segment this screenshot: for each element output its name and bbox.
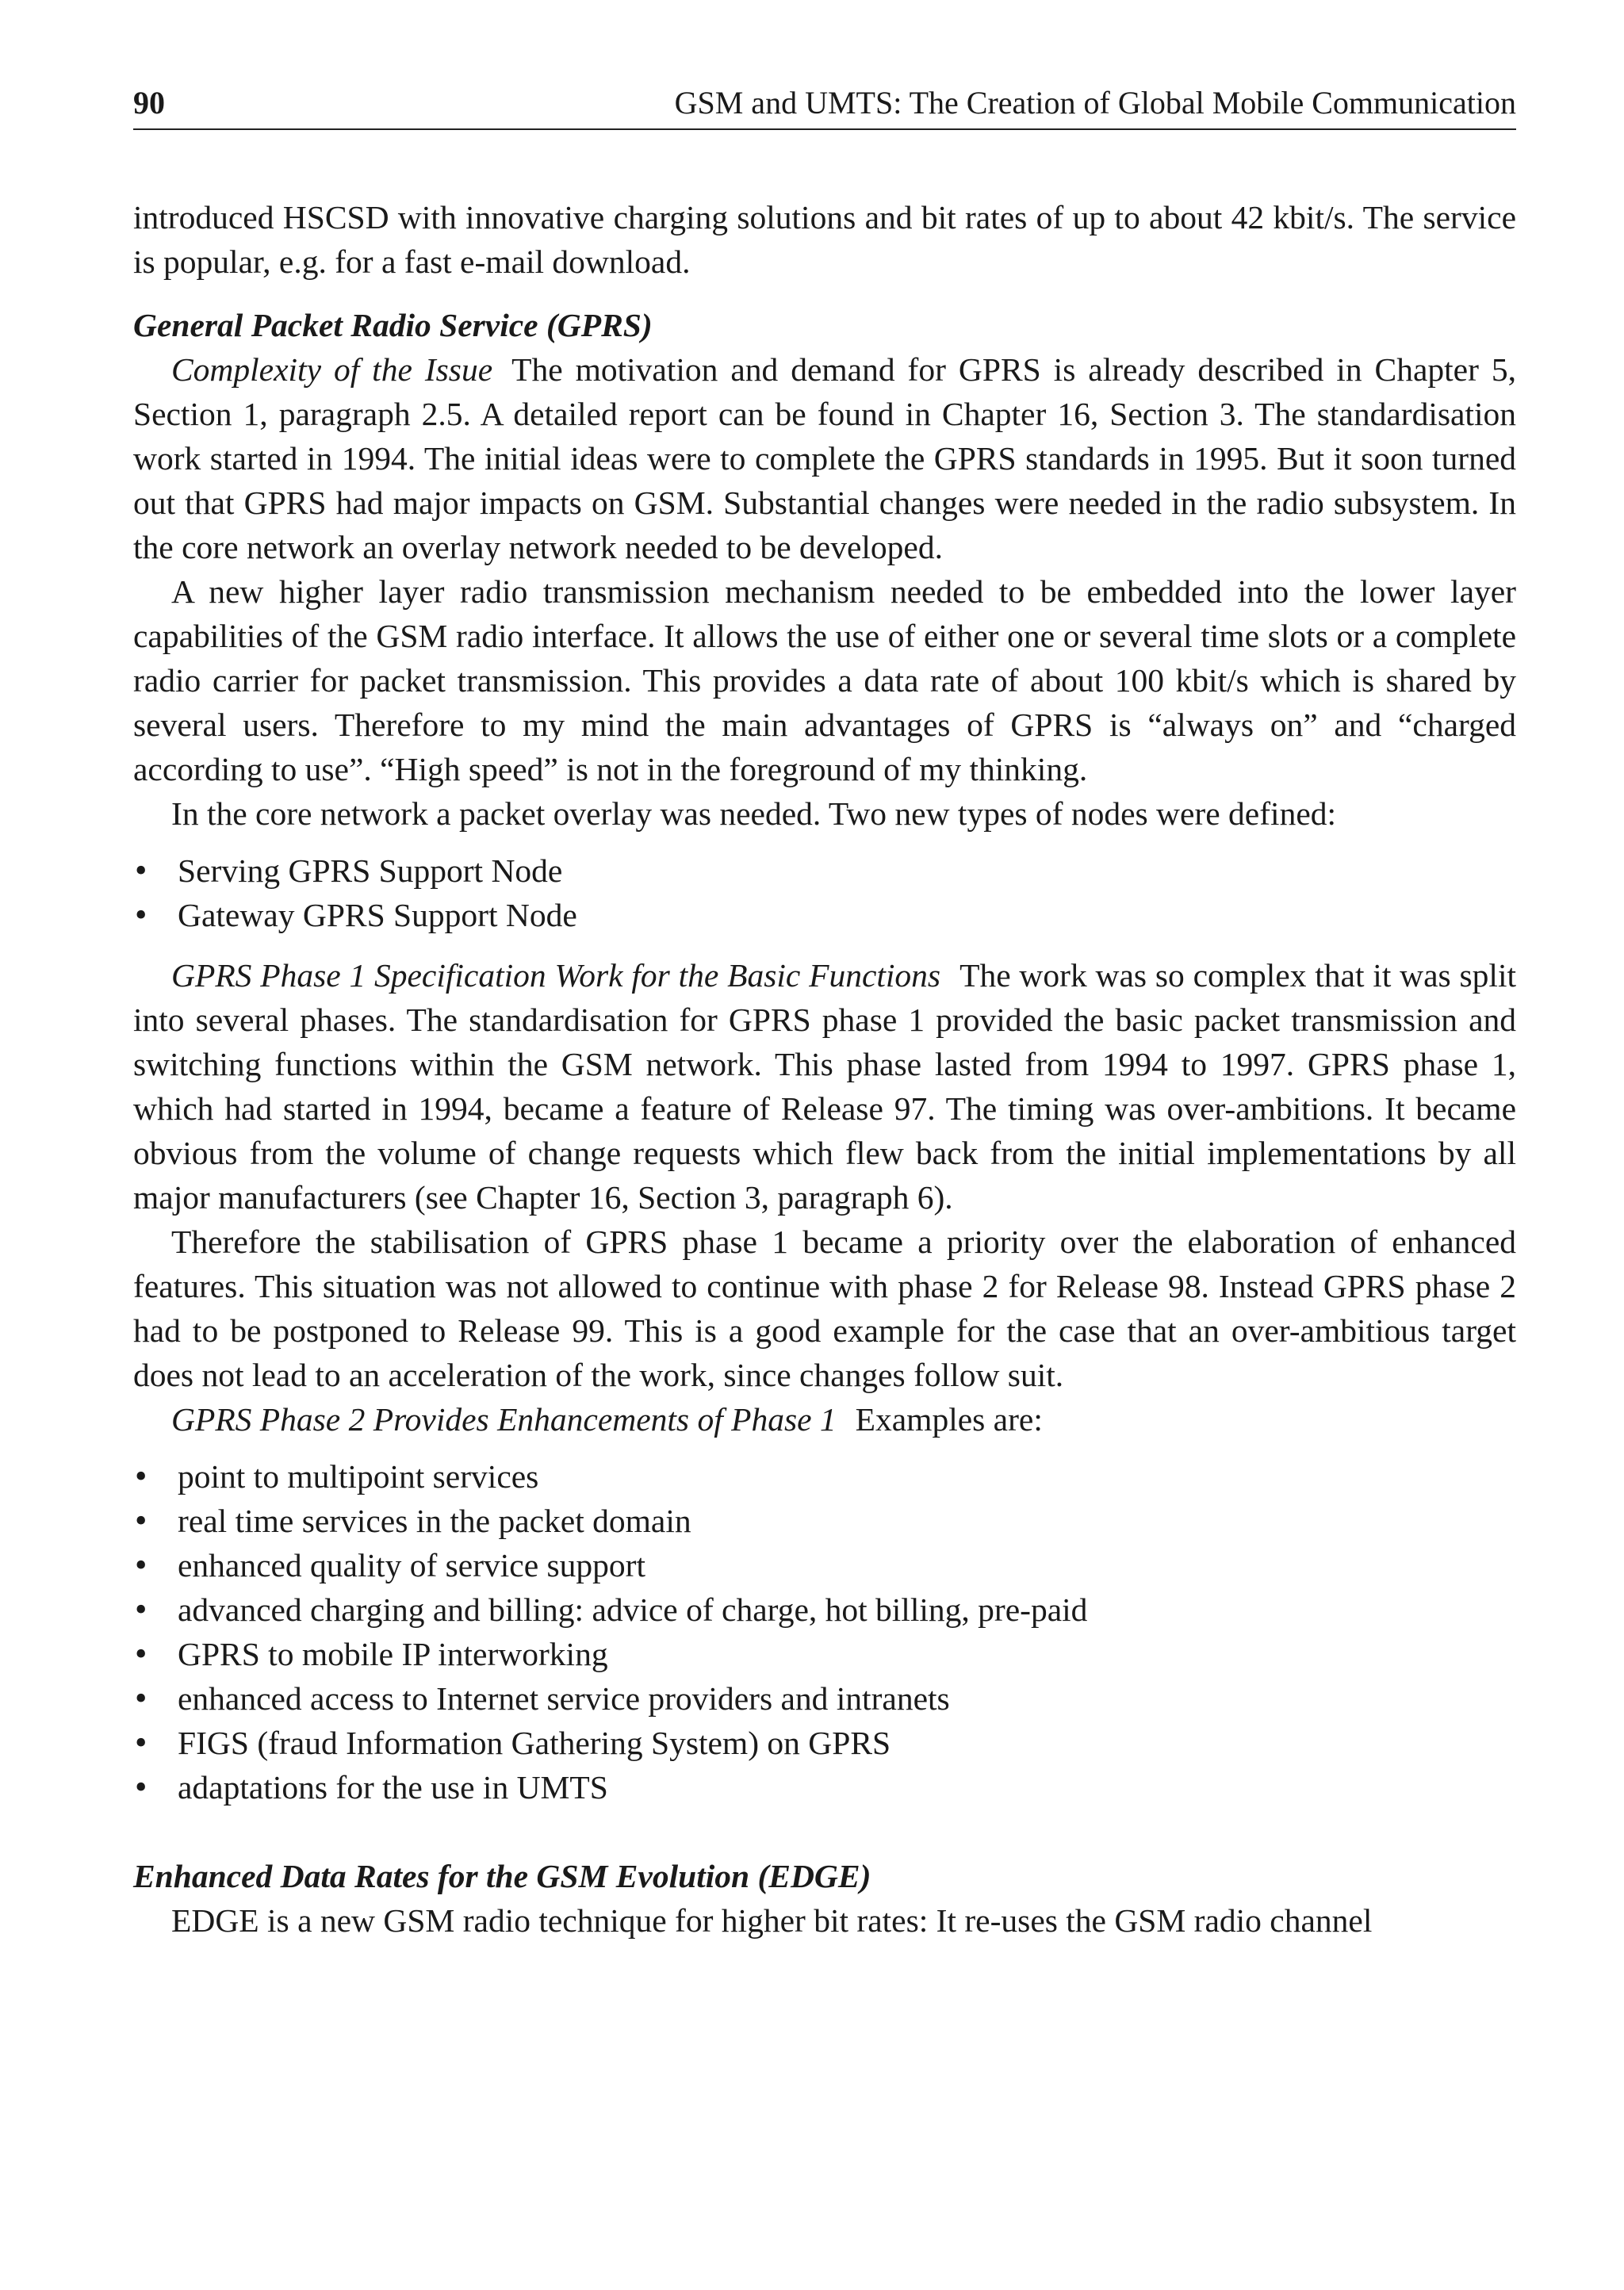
node-types-list [133,848,1516,937]
core-network-paragraph: In the core network a packet overlay was needed. Two new types of nodes were defined: [171,795,1337,832]
list-item: • advanced charging and billing: advice of charge, hot billing, pre-paid [133,1587,1516,1632]
radio-paragraph: A new higher layer radio transmission mechanism needed to be embedded into the lower layer capabilities of the GSM radio interface. It allows the use of either one or several time slots or a complete radio carrier for packet transmission. This provides a data rate of about 100 kbit/s which is shared by several users. Therefore to my mind the main advantages of GPRS is “always on” and “charged according to use”. “High speed” is not in the foreground of my thinking. [133,573,1516,787]
page-body [133,195,1516,1943]
list-item: • enhanced access to Internet service providers and intranets [133,1676,1516,1721]
book-page [133,79,1516,1943]
list-item: • Gateway GPRS Support Node [133,893,1516,937]
phase2-paragraph [133,1397,1516,1442]
gprs-section-heading: General Packet Radio Service (GPRS) [133,307,653,343]
complexity-text: The motivation and demand for GPRS is already described in Chapter 5, Section 1, paragraph 2.5. A detailed report can be found in Chapter 16, Section 3. The standardisation work started in 1994. The initial ideas were to complete the GPRS standards in 1995. But it soon turned out that GPRS had major impacts on GSM. Substantial changes were needed in the radio subsystem. In the core network an overlay network needed to be developed. [133,351,1516,565]
phase1-text: The work was so complex that it was split into several phases. The standardisation for GPRS phase 1 provided the basic packet transmission and switching functions within the GSM network. This phase lasted from 1994 to 1997. GPRS phase 1, which had started in 1994, became a feature of Release 97. The timing was over-ambitions. It became obvious from the volume of change requests which flew back from the initial implementations by all major manufacturers (see Chapter 16, Section 3, paragraph 6). [133,957,1517,1216]
running-title: GSM and UMTS: The Creation of Global Mobile Communication [674,85,1516,121]
enhancements-list [133,1454,1516,1809]
list-item: • point to multipoint services [133,1454,1516,1499]
stabilisation-paragraph: Therefore the stabilisation of GPRS phase 1 became a priority over the elaboration of enhanced features. This situation was not allowed to continue with phase 2 for Release 98. Instead GPRS phase 2 had to be postponed to Release 99. This is a good example for the case that an over-ambitious target does not lead to an acceleration of the work, since changes follow suit. [133,1224,1516,1393]
running-header [133,79,1516,130]
list-item: • FIGS (fraud Information Gathering System) on GPRS [133,1721,1516,1765]
complexity-paragraph [133,347,1516,569]
list-item: • adaptations for the use in UMTS [133,1765,1516,1809]
page-number: 90 [133,85,165,121]
list-item: • real time services in the packet domain [133,1499,1516,1543]
complexity-run-in-heading: Complexity of the Issue [171,351,493,388]
list-item: • Serving GPRS Support Node [133,848,1516,893]
edge-section-heading: Enhanced Data Rates for the GSM Evolution (EDGE) [133,1858,871,1894]
phase1-paragraph [133,953,1516,1220]
list-item: • GPRS to mobile IP interworking [133,1632,1516,1676]
phase1-run-in-heading: GPRS Phase 1 Specification Work for the Basic Functions [171,957,941,994]
intro-paragraph: introduced HSCSD with innovative charging solutions and bit rates of up to about 42 kbit/s. The service is popular, e.g. for a fast e-mail download. [133,199,1516,280]
phase2-run-in-heading: GPRS Phase 2 Provides Enhancements of Phase 1 [171,1401,837,1438]
phase2-text: Examples are: [855,1401,1043,1438]
edge-paragraph: EDGE is a new GSM radio technique for higher bit rates: It re-uses the GSM radio channel [171,1902,1373,1939]
list-item: • enhanced quality of service support [133,1543,1516,1587]
